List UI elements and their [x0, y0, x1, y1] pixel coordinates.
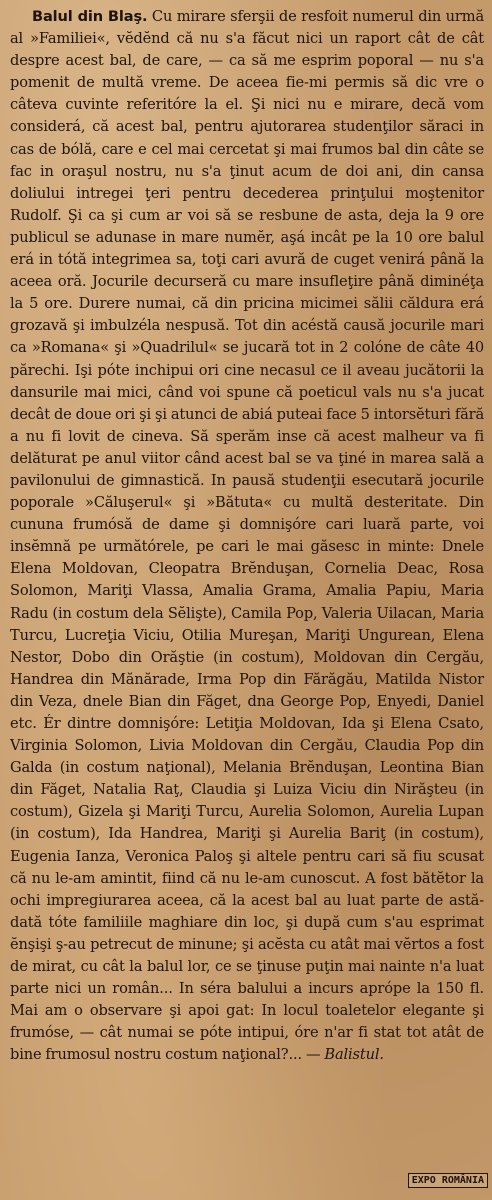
article-signature: Balistul.: [324, 1046, 384, 1064]
article-body: Cu mirare sferşii de resfoit numerul din urmă al »Familiei«, vĕdĕnd că nu s'a făcut nici un raport cât de cât despre acest bal, de care, — ca să me esprim poporal — nu s'a pomenit de multă vreme. De aceea fie-mi permis să dic vre o câteva cuvinte referitóre la el. Şi nici nu e mirare, decă vom considerá, că acest bal, pentru ajutorarea studenţilor săraci in cas de bólă, care e cel mai cercetat şi mai frumos bal din câte se fac in oraşul nostru, nu s'a ţinut acum de doi ani, din cansa doliului intregei ţeri pentru decederea prinţului moştenitor Rudolf. Şi ca şi cum ar voi să se resbune de asta, deja la 9 ore publicul se adunase in mare numĕr, aşá incât pe la 10 ore balul erá in tótă integrimea sa, toţi cari avură de cuget venirá până la aceea oră. Jocurile decurseră cu mare insufleţire până diminéţa la 5 ore. Durere numai, că din pricina micimei sălii căldura erá grozavă şi imbulzéla nespusă. Tot din acéstă causă jocurile mari ca »Romana« şi »Quadrilul« se jucară tot in 2 colóne de câte 40 părechi. Işi póte inchipui ori cine necasul ce il aveau jucătorii la dansurile mai mici, când voi spune că poeticul vals nu s'a jucat decât de doue ori şi şi atunci de abiá puteai face 5 intorsĕturi fără a nu fi lovit de cineva. Să sperăm inse că acest malheur va fi delăturat pe anul viitor când acest bal se va ţiné in marea sală a pavilonului de gimnastică. In pausă studenţii esecutară jocurile poporale »Căluşerul« şi »Bătuta« cu multă desteritate. Din cununa frumósă de dame şi domnişóre cari luară parte, voi insĕmnă pe următórele, pe cari le mai găsesc in minte: Dnele Elena Moldovan, Cleopatra Brĕnduşan, Cornelia Deac, Rosa Solomon, Mariţi Vlassa, Amalia Grama, Amalia Papiu, Maria Radu (in costum dela Sĕlişte), Camila Pop, Valeria Uilacan, Maria Turcu, Lucreţia Viciu, Otilia Mureşan, Mariţi Ungurean, Elena Nestor, Dobo din Orăştie (in costum), Moldovan din Cergău, Handrea din Mănărade, Irma Pop din Fărăgău, Matilda Nistor din Veza, dnele Bian din Făget, dna George Pop, Enyedi, Daniel etc. Ér dintre domnişóre: Letiţia Moldovan, Ida şi Elena Csato, Virginia Solomon, Livia Moldovan din Cergău, Claudia Pop din Galda (in costum naţional), Melania Brĕnduşan, Leontina Bian din Făget, Natalia Raţ, Claudia şi Luiza Viciu din Nirăşteu (in costum), Gizela şi Mariţi Turcu, Aurelia Solomon, Aurelia Lupan (in costum), Ida Handrea, Mariţi şi Aurelia Bariţ (in costum), Eugenia Ianza, Veronica Paloş şi altele pentru cari să fiu scusat că nu le-am amintit, fiind că nu le-am cunoscut. A fost bătĕtor la ochi impregiurarea aceea, că la acest bal au luat parte de astă-dată tóte familiile maghiare din loc, şi după cum s'au esprimat ĕnşişi ş-au petrecut de minune; şi acĕsta cu atât mai vĕrtos a fost de mirat, cu cât la balul lor, ce se ţinuse puţin mai nainte n'a luat parte nici un român... In séra balului a incurs aprópe la 150 fl. Mai am o observare şi apoi gat: In locul toaletelor elegante şi frumóse, — cât numai se póte intipui, óre n'ar fi stat tot atât de bine frumosul nostru costum naţional?... —: [10, 8, 484, 1064]
article-paragraph: [10, 6, 484, 1067]
archive-stamp: EXPO ROMÂNIA: [408, 1173, 488, 1188]
article-headline: Balul din Blaş.: [32, 8, 148, 25]
